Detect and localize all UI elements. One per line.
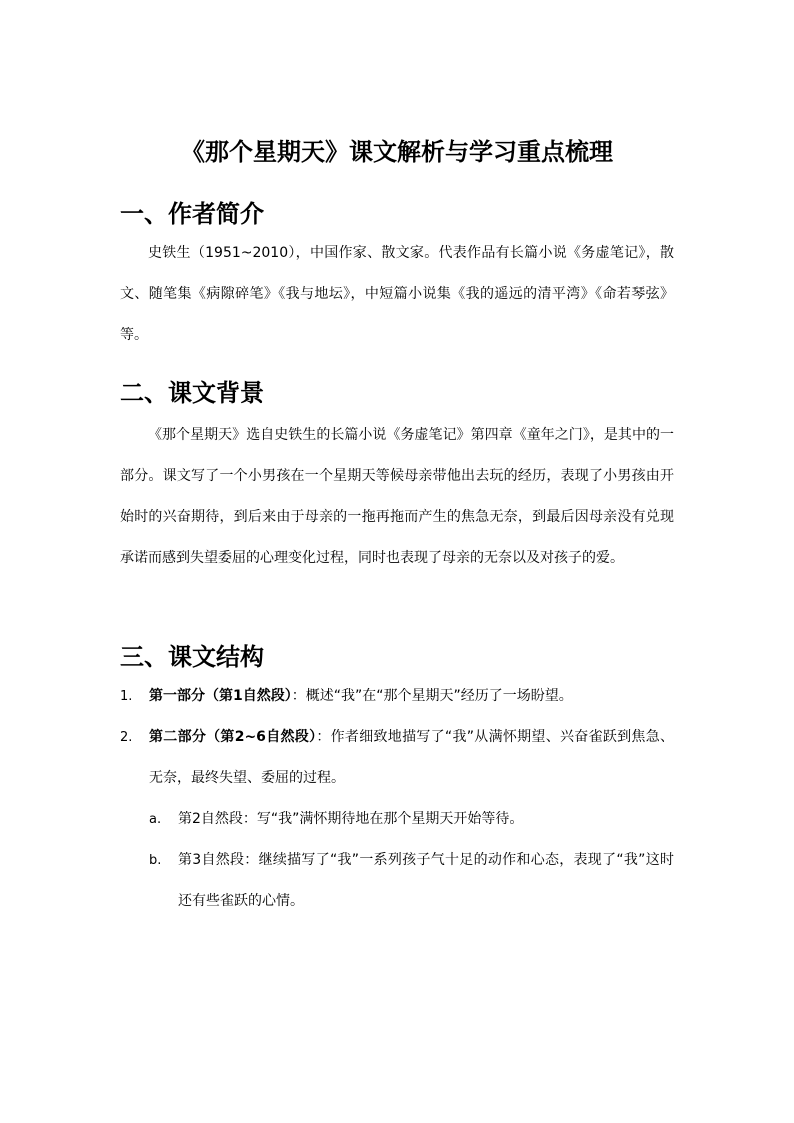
sublist-item: [149, 840, 674, 922]
document-title: 《那个星期天》课文解析与学习重点梳理: [181, 138, 613, 166]
sublist-item-text: 第3自然段：继续描写了“我”一系列孩子气十足的动作和心态，表现了“我”这时还有些雀跃的心情。: [178, 852, 674, 909]
section-heading-background: 二、课文背景: [120, 379, 264, 407]
list-marker: 2.: [120, 730, 133, 745]
sublist-marker: a.: [149, 812, 162, 827]
structure-sublist: [149, 799, 674, 922]
author-intro-paragraph: 史铁生（1951~2010），中国作家、散文家。代表作品有长篇小说《务虚笔记》，散文、随笔集《病隙碎笔》《我与地坛》，中短篇小说集《我的遥远的清平湾》《命若琴弦》等。: [120, 245, 674, 343]
sublist-marker: b.: [149, 853, 162, 868]
sublist-item-text: 第2自然段：写“我”满怀期待地在那个星期天开始等待。: [178, 811, 524, 827]
list-item-label: 第一部分（第1自然段）: [149, 688, 292, 704]
list-item: [120, 676, 674, 717]
list-item: [120, 717, 674, 922]
sublist-item: [149, 799, 674, 840]
list-item-text: ：概述“我”在“那个星期天”经历了一场盼望。: [291, 688, 573, 704]
section-heading-structure: 三、课文结构: [120, 643, 264, 671]
structure-list: [120, 676, 674, 922]
list-marker: 1.: [120, 689, 133, 704]
section-heading-author: 一、作者简介: [120, 200, 264, 228]
list-item-text: ：作者细致地描写了“我”从满怀期望、兴奋雀跃到焦急、无奈，最终失望、委屈的过程。: [149, 729, 674, 786]
background-paragraph: 《那个星期天》选自史铁生的长篇小说《务虚笔记》第四章《童年之门》，是其中的一部分。课文写了一个小男孩在一个星期天等候母亲带他出去玩的经历，表现了小男孩由开始时的兴奋期待，到后来由于母亲的一拖再拖而产生的焦急无奈，到最后因母亲没有兑现承诺而感到失望委屈的心理变化过程，同时也表现了母亲的无奈以及对孩子的爱。: [120, 427, 674, 566]
list-item-label: 第二部分（第2~6自然段）: [149, 729, 317, 745]
